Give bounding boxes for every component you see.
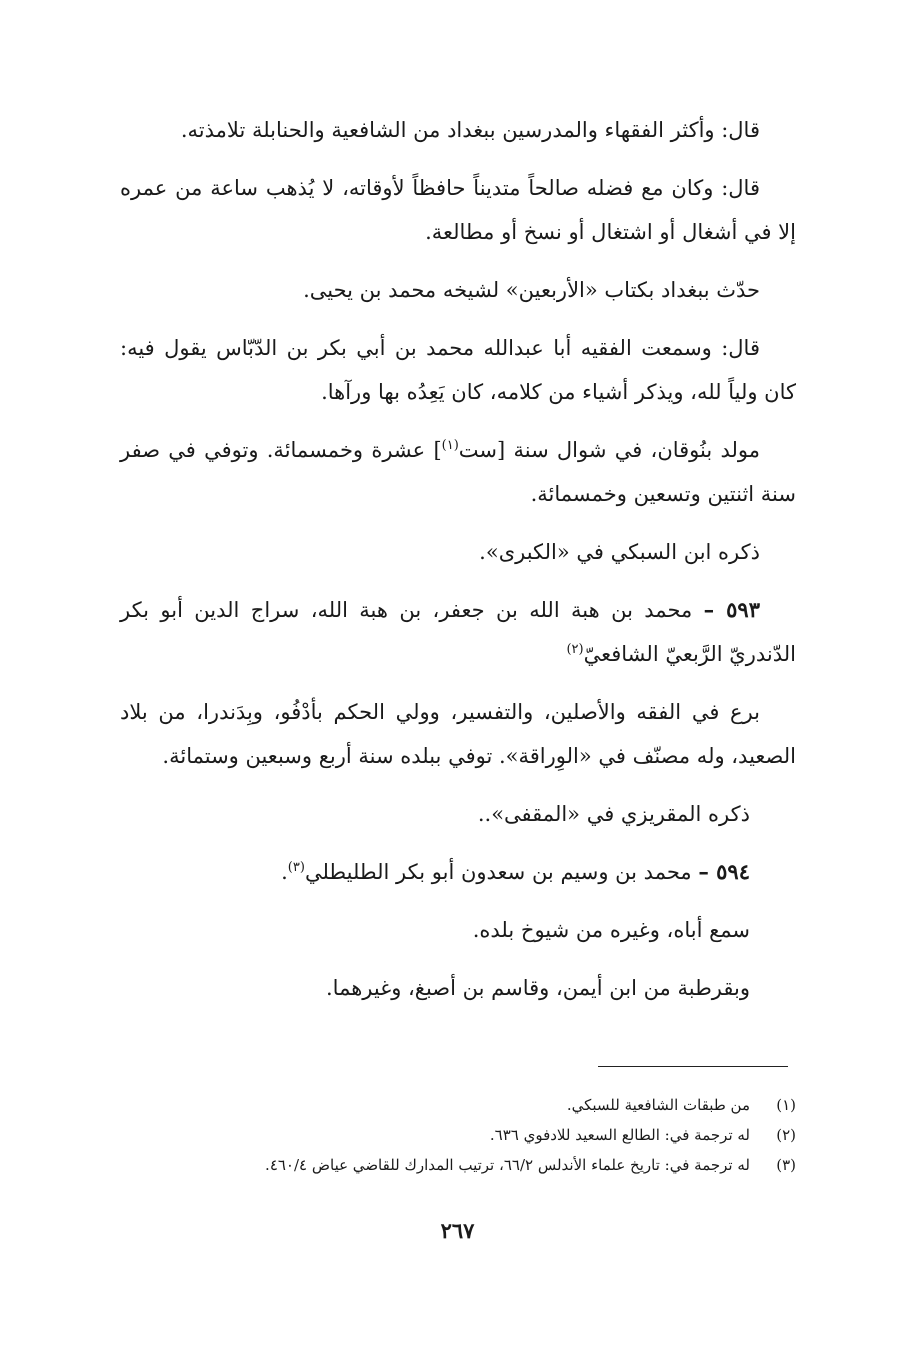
paragraph: قال: وأكثر الفقهاء والمدرسين ببغداد من الشافعية والحنابلة تلامذته. (180, 118, 760, 142)
paragraph: برع في الفقه والأصلين، والتفسير، وولي الحكم بأدْفُو، وبِدَندرا، من بلاد الصعيد، وله مصنّف في «الوِراقة». توفي ببلده سنة أربع وسبعين وستمائة. (120, 700, 796, 768)
footnotes (120, 1090, 796, 1180)
footnote-number: (١) (776, 1096, 796, 1114)
entry-heading (120, 850, 796, 894)
page-number: ٢٦٧ (440, 1218, 475, 1243)
footnote-divider (598, 1066, 788, 1067)
paragraph-text: مولد بنُوقان، في شوال سنة [ست (458, 438, 760, 462)
entry-title: محمد بن هبة الله بن جعفر، بن هبة الله، سراج الدين أبو بكر الدّندريّ الرَّبعيّ الشافعيّ (120, 598, 796, 666)
paragraph: ذكره ابن السبكي في «الكبرى». (479, 540, 760, 564)
footnote-text: له ترجمة في: الطالع السعيد للادفوي ٦٣٦. (489, 1126, 750, 1144)
footnote-number: (٣) (776, 1156, 796, 1174)
entry-number: ٥٩٣ – (703, 597, 760, 622)
footnote (120, 1150, 796, 1180)
entry-title: محمد بن وسيم بن سعدون أبو بكر الطليطلي (304, 860, 692, 884)
footnote-text: من طبقات الشافعية للسبكي. (566, 1096, 750, 1114)
paragraph: سمع أباه، وغيره من شيوخ بلده. (472, 918, 750, 942)
paragraph (120, 428, 796, 516)
footnote-number: (٢) (776, 1126, 796, 1144)
paragraph: قال: وكان مع فضله صالحاً متديناً حافظاً لأوقاته، لا يُذهب ساعة من عمره إلا في أشغال أو اشتغال أو نسخ أو مطالعة. (120, 176, 796, 244)
entry-number: ٥٩٤ – (698, 859, 750, 884)
paragraph: ذكره المقريزي في «المقفى».. (477, 802, 750, 826)
footnote-ref: (٣) (287, 860, 305, 875)
entry-heading (120, 588, 796, 676)
footnote-ref: (٢) (566, 642, 584, 657)
footnote-ref: (١) (441, 438, 459, 453)
paragraph: وبقرطبة من ابن أيمن، وقاسم بن أصبغ، وغيرهما. (326, 976, 750, 1000)
paragraph: قال: وسمعت الفقيه أبا عبدالله محمد بن أبي بكر بن الدّبّاس يقول فيه: كان ولياً لله، ويذكر أشياء من كلامه، كان يَعِدُه بها ورآها. (120, 336, 796, 404)
footnote (120, 1120, 796, 1150)
main-text (120, 108, 796, 1010)
footnote (120, 1090, 796, 1120)
paragraph-text: ] عشرة وخمسمائة. وتوفي في صفر سنة اثنتين وتسعين وخمسمائة. (120, 438, 796, 506)
entry-title-end: . (281, 860, 288, 884)
paragraph: حدّث ببغداد بكتاب «الأربعين» لشيخه محمد بن يحيى. (303, 278, 760, 302)
footnote-text: له ترجمة في: تاريخ علماء الأندلس ٦٦/٢، ترتيب المدارك للقاضي عياض ٤٦٠/٤. (265, 1156, 750, 1174)
